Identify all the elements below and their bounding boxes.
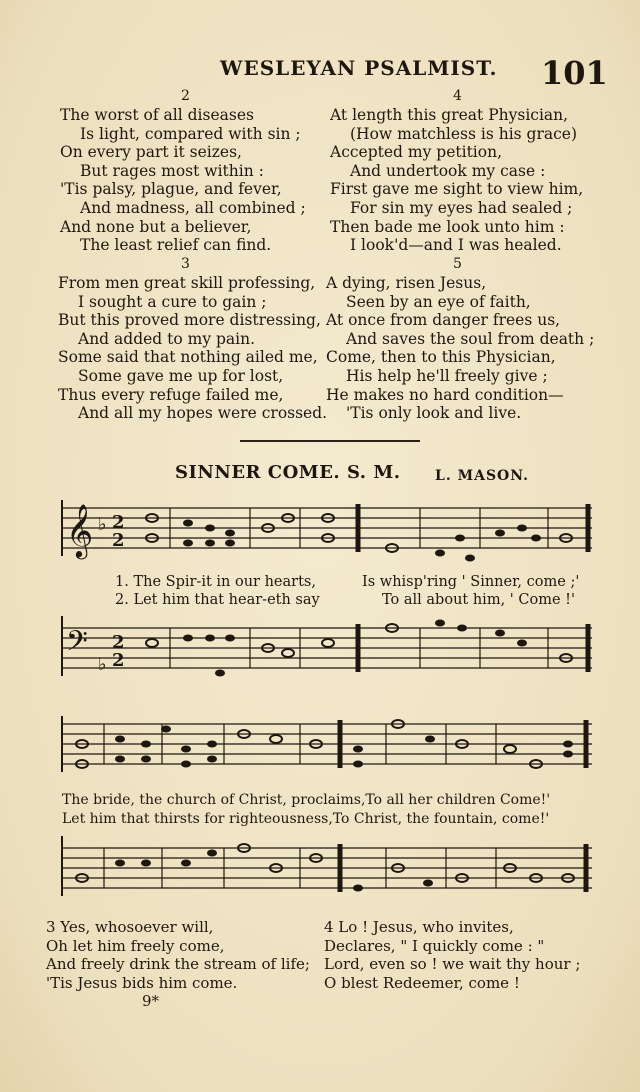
bass-staff-1 — [0, 616, 640, 692]
system2-lyric-line2: Let him that thirsts for righteousness,To Christ, the fountain, come!' — [62, 811, 550, 827]
system1-verse1-part2: Is whisp'ring ' Sinner, come ;' — [362, 574, 580, 590]
stanza-line: But this proved more distressing, — [58, 311, 321, 330]
system1-verse1-part1: 1. The Spir-it in our hearts, — [115, 574, 316, 590]
stanza-4-number: 4 — [453, 88, 462, 104]
stanza-line: The least relief can find. — [80, 236, 272, 255]
system2-lyric-line1: The bride, the church of Christ, proclaims,To all her children Come!' — [62, 792, 551, 808]
stanza-line: And freely drink the stream of life; — [46, 955, 310, 974]
svg-text:2: 2 — [112, 632, 125, 653]
stanza-line: Then bade me look unto him : — [330, 217, 565, 236]
stanza-5-number: 5 — [453, 256, 462, 272]
svg-text:♭: ♭ — [98, 654, 107, 675]
stanza-3-number: 3 — [181, 256, 190, 272]
tune-composer: L. MASON. — [435, 468, 530, 484]
stanza-4 — [330, 106, 583, 255]
signature-mark: 9* — [142, 992, 160, 1010]
system1-verse2-part2: To all about him, ' Come !' — [382, 592, 575, 608]
stanza-line: A dying, risen Jesus, — [326, 274, 487, 292]
stanza-line: And none but a believer, — [60, 217, 252, 236]
bass-staff-2 — [0, 836, 640, 912]
svg-text:𝄞: 𝄞 — [66, 503, 94, 557]
footer-stanza-4 — [324, 918, 580, 992]
stanza-line: Accepted my petition, — [330, 143, 502, 162]
stanza-line: At once from danger frees us, — [326, 311, 561, 330]
running-header: WESLEYAN PSALMIST. — [220, 56, 498, 80]
stanza-line: Lord, even so ! we wait thy hour ; — [324, 955, 581, 974]
stanza-line: At length this great Physician, — [330, 106, 569, 124]
system1-verse2-part1: 2. Let him that hear-eth say — [115, 592, 320, 608]
footer-stanza-3 — [46, 918, 310, 992]
stanza-line: I sought a cure to gain ; — [78, 292, 267, 311]
stanza-line: First gave me sight to view him, — [330, 180, 584, 199]
svg-text:𝄢: 𝄢 — [66, 625, 88, 665]
stanza-line: From men great skill professing, — [58, 274, 316, 292]
tune-title: SINNER COME. S. M. — [175, 462, 401, 483]
stanza-line: Is light, compared with sin ; — [80, 124, 301, 143]
svg-text:2: 2 — [112, 512, 125, 533]
stanza-2-number: 2 — [181, 88, 190, 104]
stanza-line: I look'd—and I was healed. — [350, 236, 562, 255]
stanza-line: On every part it seizes, — [60, 143, 242, 162]
stanza-line: And madness, all combined ; — [80, 198, 306, 217]
stanza-line: Some said that nothing ailed me, — [58, 348, 318, 367]
stanza-line: For sin my eyes had sealed ; — [350, 198, 573, 217]
stanza-line: O blest Redeemer, come ! — [324, 973, 520, 992]
stanza-line: His help he'll freely give ; — [346, 366, 548, 385]
stanza-line: And added to my pain. — [78, 329, 256, 348]
page-number: 101 — [541, 54, 608, 92]
stanza-line: (How matchless is his grace) — [350, 124, 578, 143]
treble-staff-1 — [0, 496, 640, 576]
stanza-3 — [58, 274, 327, 423]
stanza-line: Come, then to this Physician, — [326, 348, 556, 367]
svg-text:2: 2 — [112, 650, 125, 671]
stanza-line: He makes no hard condition— — [326, 385, 564, 404]
stanza-line: Some gave me up for lost, — [78, 366, 284, 385]
stanza-2 — [60, 106, 306, 255]
stanza-line: But rages most within : — [80, 161, 264, 180]
stanza-line: Oh let him freely come, — [46, 936, 225, 955]
stanza-line: 'Tis Jesus bids him come. — [46, 973, 238, 992]
stanza-line: And saves the soul from death ; — [346, 329, 595, 348]
treble-staff-2 — [0, 712, 640, 788]
stanza-line: And all my hopes were crossed. — [78, 404, 328, 423]
stanza-line: The worst of all diseases — [60, 106, 254, 124]
stanza-5 — [326, 274, 594, 423]
section-divider — [240, 440, 420, 442]
svg-text:2: 2 — [112, 530, 125, 551]
stanza-line: 4 Lo ! Jesus, who invites, — [324, 918, 514, 936]
stanza-line: Thus every refuge failed me, — [58, 385, 284, 404]
stanza-line: 'Tis palsy, plague, and fever, — [60, 180, 282, 199]
stanza-line: Seen by an eye of faith, — [346, 292, 531, 311]
stanza-line: Declares, " I quickly come : " — [324, 936, 545, 955]
stanza-line: And undertook my case : — [350, 161, 546, 180]
stanza-line: 'Tis only look and live. — [346, 404, 522, 423]
svg-text:♭: ♭ — [98, 514, 107, 535]
stanza-line: 3 Yes, whosoever will, — [46, 918, 214, 936]
